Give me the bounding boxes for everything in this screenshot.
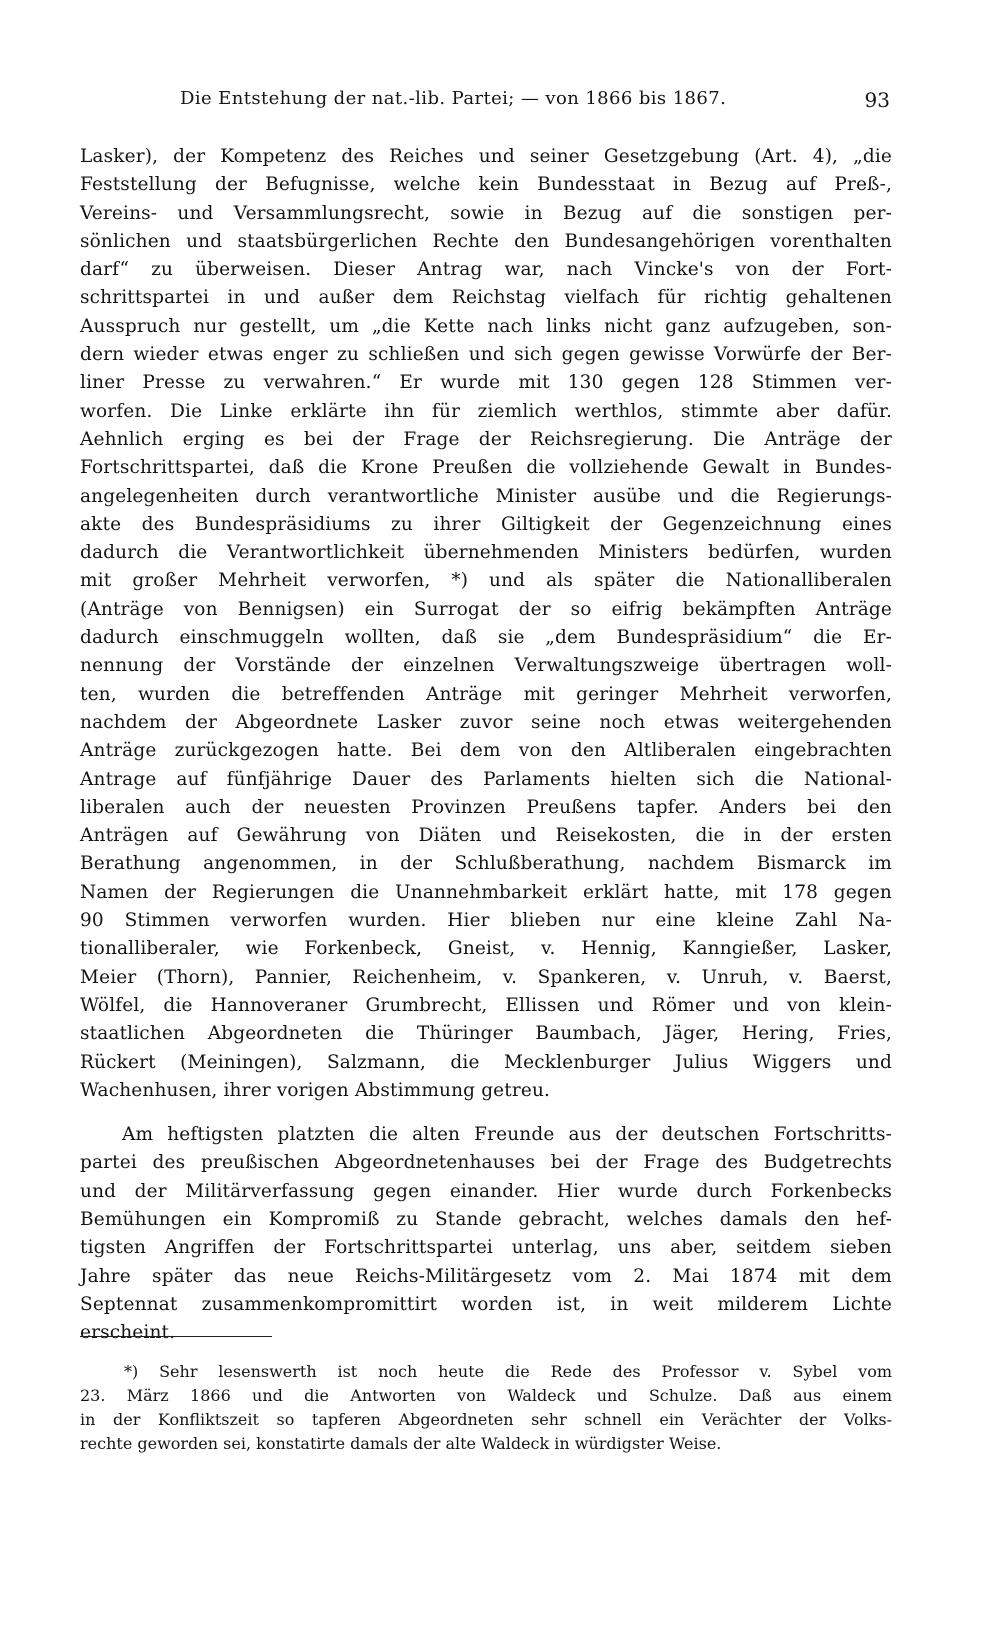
text-line: staatlichen Abgeordneten die Thüringer Baumbach, Jäger, Hering, Fries, (80, 1023, 892, 1045)
text-line: Anträgen auf Gewährung von Diäten und Reisekosten, die in der ersten (80, 825, 892, 847)
text-line: mit großer Mehrheit verworfen, *) und als später die Nationalliberalen (80, 570, 892, 592)
text-line: Am heftigsten platzten die alten Freunde aus der deutschen Fortschritts- (122, 1124, 892, 1146)
text-line: dern wieder etwas enger zu schließen und sich gegen gewisse Vorwürfe der Ber- (80, 344, 892, 366)
text-line: in der Konfliktszeit so tapferen Abgeordneten sehr schnell ein Verächter der Volks- (80, 1410, 892, 1429)
footnote-separator (80, 1336, 272, 1337)
text-line: nachdem der Abgeordnete Lasker zuvor seine noch etwas weitergehenden (80, 711, 892, 733)
running-title: Die Entstehung der nat.-lib. Partei; — von 1866 bis 1867. (180, 88, 727, 109)
text-line: Bemühungen ein Kompromiß zu Stande gebracht, welches damals den hef- (80, 1208, 892, 1230)
text-line: Anträge zurückgezogen hatte. Bei dem von den Altliberalen eingebrachten (80, 740, 892, 762)
text-line: Wölfel, die Hannoveraner Grumbrecht, Ellissen und Römer und von klein- (80, 994, 892, 1016)
body-text (80, 143, 892, 1347)
text-line: Meier (Thorn), Pannier, Reichenheim, v. Spankeren, v. Unruh, v. Baerst, (80, 966, 892, 988)
text-line: Rückert (Meiningen), Salzmann, die Mecklenburger Julius Wiggers und (80, 1051, 892, 1073)
text-line: Antrage auf fünfjährige Dauer des Parlaments hielten sich die National- (80, 768, 892, 790)
text-line: Feststellung der Befugnisse, welche kein Bundesstaat in Bezug auf Preß-, (80, 174, 892, 196)
text-line: 90 Stimmen verworfen wurden. Hier blieben nur eine kleine Zahl Na- (80, 910, 892, 932)
text-line: Berathung angenommen, in der Schlußberathung, nachdem Bismarck im (80, 853, 892, 875)
text-line: Fortschrittspartei, daß die Krone Preußen die vollziehende Gewalt in Bundes- (80, 457, 892, 479)
text-line: Ausspruch nur gestellt, um „die Kette nach links nicht ganz aufzugeben, son- (80, 315, 892, 337)
page-number: 93 (864, 88, 890, 112)
text-line: akte des Bundespräsidiums zu ihrer Giltigkeit der Gegenzeichnung eines (80, 513, 892, 535)
footnote (80, 1360, 892, 1456)
text-line: und der Militärverfassung gegen einander. Hier wurde durch Forkenbecks (80, 1180, 892, 1202)
text-line: Jahre später das neue Reichs-Militärgesetz vom 2. Mai 1874 mit dem (80, 1265, 892, 1287)
text-line: erscheint. (80, 1322, 176, 1344)
text-line: rechte geworden sei, konstatirte damals der alte Waldeck in würdigster Weise. (80, 1434, 722, 1453)
paragraph-2 (80, 1121, 892, 1347)
text-line: Lasker), der Kompetenz des Reiches und seiner Gesetzgebung (Art. 4), „die (80, 146, 892, 167)
text-line: ten, wurden die betreffenden Anträge mit geringer Mehrheit verworfen, (80, 683, 892, 705)
text-line: nennung der Vorstände der einzelnen Verwaltungszweige übertragen woll- (80, 655, 892, 677)
text-line: darf“ zu überweisen. Dieser Antrag war, nach Vincke's von der Fort- (80, 259, 892, 281)
text-line: 23. März 1866 und die Antworten von Waldeck und Schulze. Daß aus einem (80, 1386, 892, 1405)
text-line: (Anträge von Bennigsen) ein Surrogat der so eifrig bekämpften Anträge (80, 598, 892, 620)
text-line: Namen der Regierungen die Unannehmbarkeit erklärt hatte, mit 178 gegen (80, 881, 892, 903)
text-line: tigsten Angriffen der Fortschrittspartei unterlag, uns aber, seitdem sieben (80, 1237, 892, 1259)
text-line: partei des preußischen Abgeordnetenhauses bei der Frage des Budgetrechts (80, 1152, 892, 1174)
text-line: liberalen auch der neuesten Provinzen Preußens tapfer. Anders bei den (80, 796, 892, 818)
text-line: dadurch einschmuggeln wollten, daß sie „dem Bundespräsidium“ die Er- (80, 627, 892, 649)
text-line: Aehnlich erging es bei der Frage der Reichsregierung. Die Anträge der (80, 428, 892, 450)
text-line: worfen. Die Linke erklärte ihn für ziemlich werthlos, stimmte aber dafür. (80, 400, 892, 422)
text-line: liner Presse zu verwahren.“ Er wurde mit 130 gegen 128 Stimmen ver- (80, 372, 892, 394)
text-line: Wachenhusen, ihrer vorigen Abstimmung getreu. (80, 1079, 551, 1101)
text-line: tionalliberaler, wie Forkenbeck, Gneist, v. Hennig, Kanngießer, Lasker, (80, 938, 892, 960)
text-line: *) Sehr lesenswerth ist noch heute die Rede des Professor v. Sybel vom (124, 1362, 892, 1381)
text-line: schrittspartei in und außer dem Reichstag vielfach für richtig gehaltenen (80, 287, 892, 309)
text-line: Septennat zusammenkompromittirt worden ist, in weit milderem Lichte (80, 1293, 892, 1315)
text-line: angelegenheiten durch verantwortliche Minister ausübe und die Regierungs- (80, 485, 892, 507)
text-line: dadurch die Verantwortlichkeit übernehmenden Ministers bedürfen, wurden (80, 542, 892, 564)
page-header (80, 88, 890, 118)
paragraph-1 (80, 143, 892, 1105)
text-line: Vereins- und Versammlungsrecht, sowie in Bezug auf die sonstigen per- (80, 202, 892, 224)
text-line: sönlichen und staatsbürgerlichen Rechte den Bundesangehörigen vorenthalten (80, 230, 892, 252)
